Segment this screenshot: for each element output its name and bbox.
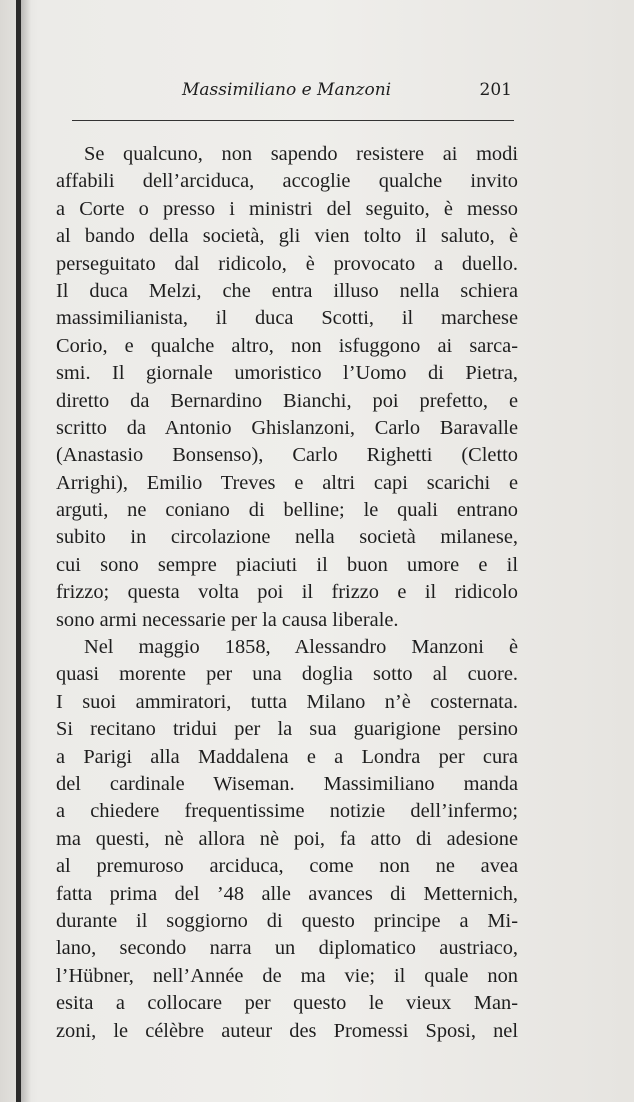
text-line: durante il soggiorno di questo principe a Mi-	[56, 909, 518, 932]
text-line: quasi morente per una doglia sotto al cuore.	[56, 663, 518, 686]
text-line: Si recitano tridui per la sua guarigione persino	[56, 718, 518, 741]
body-text	[56, 141, 518, 1045]
binding-shadow	[21, 0, 31, 1102]
text-line: subito in circolazione nella società milanese,	[56, 526, 518, 549]
text-line: Corio, e qualche altro, non isfuggono ai sarca-	[56, 334, 518, 357]
text-line: affabili dell’arciduca, accoglie qualche invito	[56, 170, 518, 193]
text-line: del cardinale Wiseman. Massimiliano manda	[56, 772, 518, 795]
text-line: lano, secondo narra un diplomatico austriaco,	[56, 937, 518, 960]
text-line: frizzo; questa volta poi il frizzo e il ridicolo	[56, 581, 518, 604]
text-line: cui sono sempre piaciuti il buon umore e il	[56, 553, 518, 576]
text-line: smi. Il giornale umoristico l’Uomo di Pietra,	[56, 362, 518, 385]
text-line: sono armi necessarie per la causa liberale.	[56, 608, 399, 631]
text-line: a chiedere frequentissime notizie dell’infermo;	[56, 800, 518, 823]
text-line: Se qualcuno, non sapendo resistere ai modi	[84, 143, 518, 165]
text-line: l’Hübner, nell’Année de ma vie; il quale non	[56, 964, 518, 987]
header-rule	[72, 120, 514, 121]
text-line: Arrighi), Emilio Treves e altri capi scarichi e	[56, 471, 518, 494]
text-line: al premuroso arciduca, come non ne avea	[56, 855, 518, 878]
text-line: ma questi, nè allora nè poi, fa atto di adesione	[56, 827, 518, 850]
text-line: a Corte o presso i ministri del seguito, è messo	[56, 197, 518, 220]
text-line: I suoi ammiratori, tutta Milano n’è costernata.	[56, 690, 518, 713]
text-line: massimilianista, il duca Scotti, il marchese	[56, 307, 518, 330]
text-line: scritto da Antonio Ghislanzoni, Carlo Baravalle	[56, 416, 518, 439]
text-line: esita a collocare per questo le vieux Man-	[56, 992, 518, 1015]
text-line: al bando della società, gli vien tolto il saluto, è	[56, 225, 518, 248]
text-line: perseguitato dal ridicolo, è provocato a duello.	[56, 252, 518, 275]
text-line: (Anastasio Bonsenso), Carlo Righetti (Cletto	[56, 444, 518, 467]
text-line: diretto da Bernardino Bianchi, poi prefetto, e	[56, 389, 518, 412]
page-header	[72, 78, 512, 106]
text-line: Nel maggio 1858, Alessandro Manzoni è	[84, 636, 518, 659]
text-line: arguti, ne coniano di belline; le quali entrano	[56, 499, 518, 522]
page-number: 201	[479, 80, 512, 100]
text-line: Il duca Melzi, che entra illuso nella schiera	[56, 279, 518, 302]
running-title: Massimiliano e Manzoni	[182, 80, 392, 100]
text-line: zoni, le célèbre auteur des Promessi Sposi, nel	[56, 1019, 518, 1042]
text-line: fatta prima del ’48 alle avances di Metternich,	[56, 882, 518, 905]
text-line: a Parigi alla Maddalena e a Londra per cura	[56, 745, 518, 768]
